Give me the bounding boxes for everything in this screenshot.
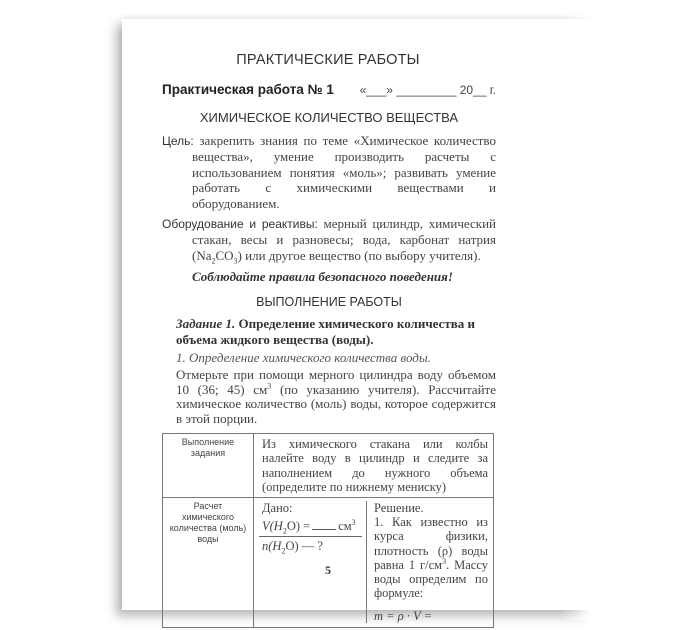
work-title: Практическая работа № 1	[162, 82, 334, 97]
solution-text-before: 1. Как известно из курса физики, плотность (ρ) воды равна 1 г/см	[374, 514, 488, 572]
solution-label: Решение.	[374, 500, 424, 515]
page-content	[162, 52, 496, 628]
row2-label: Расчет химического количества (моль) воды	[169, 500, 247, 544]
goal-paragraph	[162, 133, 496, 211]
task-title: Определение химического количества и объема жидкого вещества (воды).	[176, 316, 475, 347]
work-table	[162, 433, 494, 628]
date-field: «___» _________ 20__ г.	[359, 83, 496, 97]
table-row-execution	[163, 433, 494, 497]
task-instruction	[176, 368, 496, 426]
safety-rules: Соблюдайте правила безопасного поведения!	[192, 269, 453, 285]
equipment-text-mid: CO	[215, 247, 234, 263]
goal-label: Цель:	[162, 134, 194, 148]
given-v-sub: 2	[282, 526, 287, 536]
given-v-unit: см	[338, 518, 352, 533]
given-n-prefix: n(H	[262, 538, 282, 553]
row1-label: Выполнение задания	[181, 436, 235, 458]
given-n-suffix: O) — ?	[285, 538, 323, 553]
subtask-heading: 1. Определение химического количества воды.	[176, 350, 431, 366]
given-find	[259, 539, 362, 554]
execution-title: ВЫПОЛНЕНИЕ РАБОТЫ	[256, 295, 402, 310]
solution-sup: 3	[442, 556, 447, 566]
page-number: 5	[325, 563, 331, 577]
instruction-sup: 3	[267, 381, 272, 391]
equipment-text-after: ) или другое вещество (по выбору учителя).	[237, 247, 481, 263]
equipment-sub-1: 2	[211, 256, 216, 266]
solution-text-after: . Массу воды определим по формуле:	[374, 557, 488, 601]
equipment-label: Оборудование и реактивы:	[162, 217, 318, 232]
task-block	[176, 316, 496, 426]
equipment-paragraph	[162, 216, 496, 266]
solution-text	[374, 515, 488, 601]
equipment-sub-2: 3	[233, 256, 238, 266]
work-topic: ХИМИЧЕСКОЕ КОЛИЧЕСТВО ВЕЩЕСТВА	[199, 110, 459, 125]
solution-block	[366, 501, 493, 623]
task-heading	[176, 316, 496, 347]
page-edge-fade	[560, 10, 620, 620]
given-label: Дано:	[262, 500, 293, 515]
goal-text: закрепить знания по теме «Химическое количество вещества», умение производить расчеты с использованием понятия «моль»; развивать умение работать с химическими веществами и оборудованием.	[192, 133, 496, 211]
given-v-unit-sup: 3	[351, 517, 356, 527]
given-v-suffix: O) =	[286, 518, 311, 533]
equipment-text-before: мерный цилиндр, химический стакан, весы и разновесы; вода, карбонат натрия (Na	[192, 216, 496, 263]
work-header	[162, 82, 496, 98]
task-label: Задание 1.	[176, 316, 236, 332]
row1-text: Из химического стакана или колбы налейте воду в цилиндр и следите за наполнением до нужного объема (определите по нижнему мениску)	[254, 433, 494, 497]
volume-blank-field[interactable]	[312, 529, 336, 530]
given-v-prefix: V(H	[262, 518, 283, 533]
instruction-before: Отмерьте при помощи мерного цилиндра воду объемом 10 (36; 45) см	[176, 367, 496, 397]
mass-formula	[374, 609, 488, 623]
given-volume	[259, 519, 362, 537]
given-column	[254, 501, 366, 623]
row-label-cell	[163, 433, 254, 497]
section-title: ПРАКТИЧЕСКИЕ РАБОТЫ	[236, 52, 420, 68]
instruction-after: (по указанию учителя). Рассчитайте химическое количество (моль) воды, которое содержится в этой порции.	[176, 381, 496, 427]
formula-text: m = ρ · V =	[374, 608, 433, 623]
given-n-sub: 2	[281, 546, 286, 556]
